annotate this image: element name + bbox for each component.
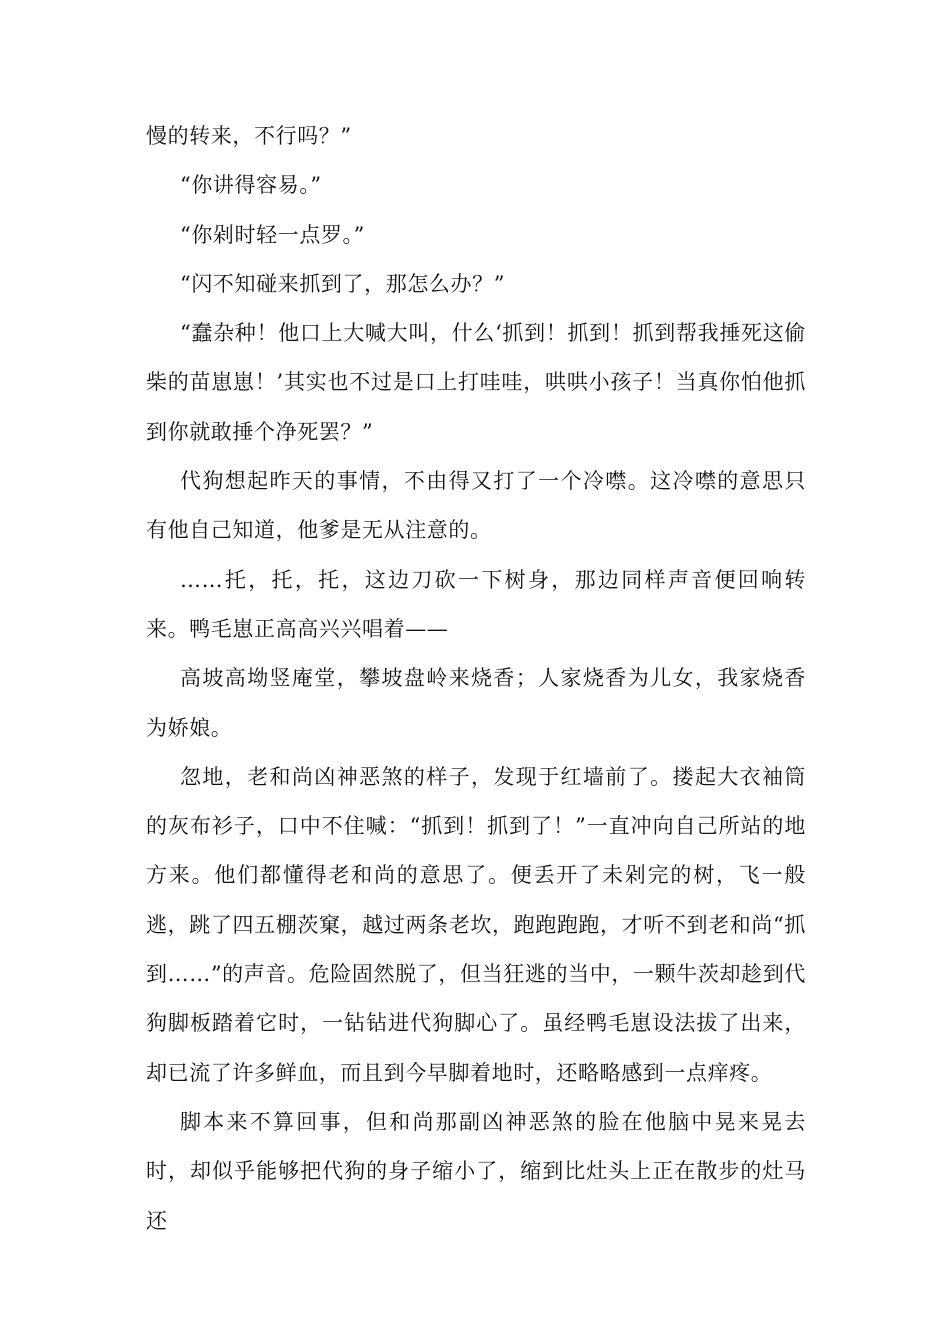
paragraph-10: 脚本来不算回事，但和尚那副凶神恶煞的脸在他脑中晃来晃去时，却似乎能够把代狗的身子缩小了，缩到比灶头上正在散步的灶马还	[146, 1109, 806, 1233]
paragraph-7: ……托，托，托，这边刀砍一下树身，那边同样声音便回响转来。鸭毛崽正高高兴兴唱着——	[146, 567, 806, 641]
paragraph-1: 慢的转来，不行吗？”	[146, 124, 352, 148]
paragraph-9: 忽地，老和尚凶神恶煞的样子，发现于红墙前了。搂起大衣袖筒的灰布衫子，口中不住喊：“抓到！抓到了！”一直冲向自己所站的地方来。他们都懂得老和尚的意思了。便丢开了未剁完的树，飞一般逃，跳了四五棚茨窠，越过两条老坎，跑跑跑跑，才听不到老和尚“抓到……”的声音。危险固然脱了，但当狂逃的当中，一颗牛茨却趁到代狗脚板踏着它时，一钻钻进代狗脚心了。虽经鸭毛崽设法拔了出来，却已流了许多鲜血，而且到今早脚着地时，还略略感到一点痒疼。	[146, 764, 806, 1085]
body-text	[146, 112, 806, 1246]
paragraph-6: 代狗想起昨天的事情，不由得又打了一个冷噤。这冷噤的意思只有他自己知道，他爹是无从注意的。	[146, 469, 806, 543]
paragraph-4: “闪不知碰来抓到了，那怎么办？”	[180, 271, 506, 296]
paragraph-8: 高坡高坳竖庵堂，攀坡盘岭来烧香；人家烧香为儿女，我家烧香为娇娘。	[146, 666, 806, 740]
paragraph-3: “你剁时轻一点罗。”	[180, 222, 365, 247]
paragraph-5: “蠢杂种！他口上大喊大叫，什么‘抓到！抓到！抓到帮我捶死这偷柴的苗崽崽！’其实也不过是口上打哇哇，哄哄小孩子！当真你怕他抓到你就敢捶个净死罢？”	[146, 321, 806, 444]
paragraph-2: “你讲得容易。”	[180, 173, 322, 198]
